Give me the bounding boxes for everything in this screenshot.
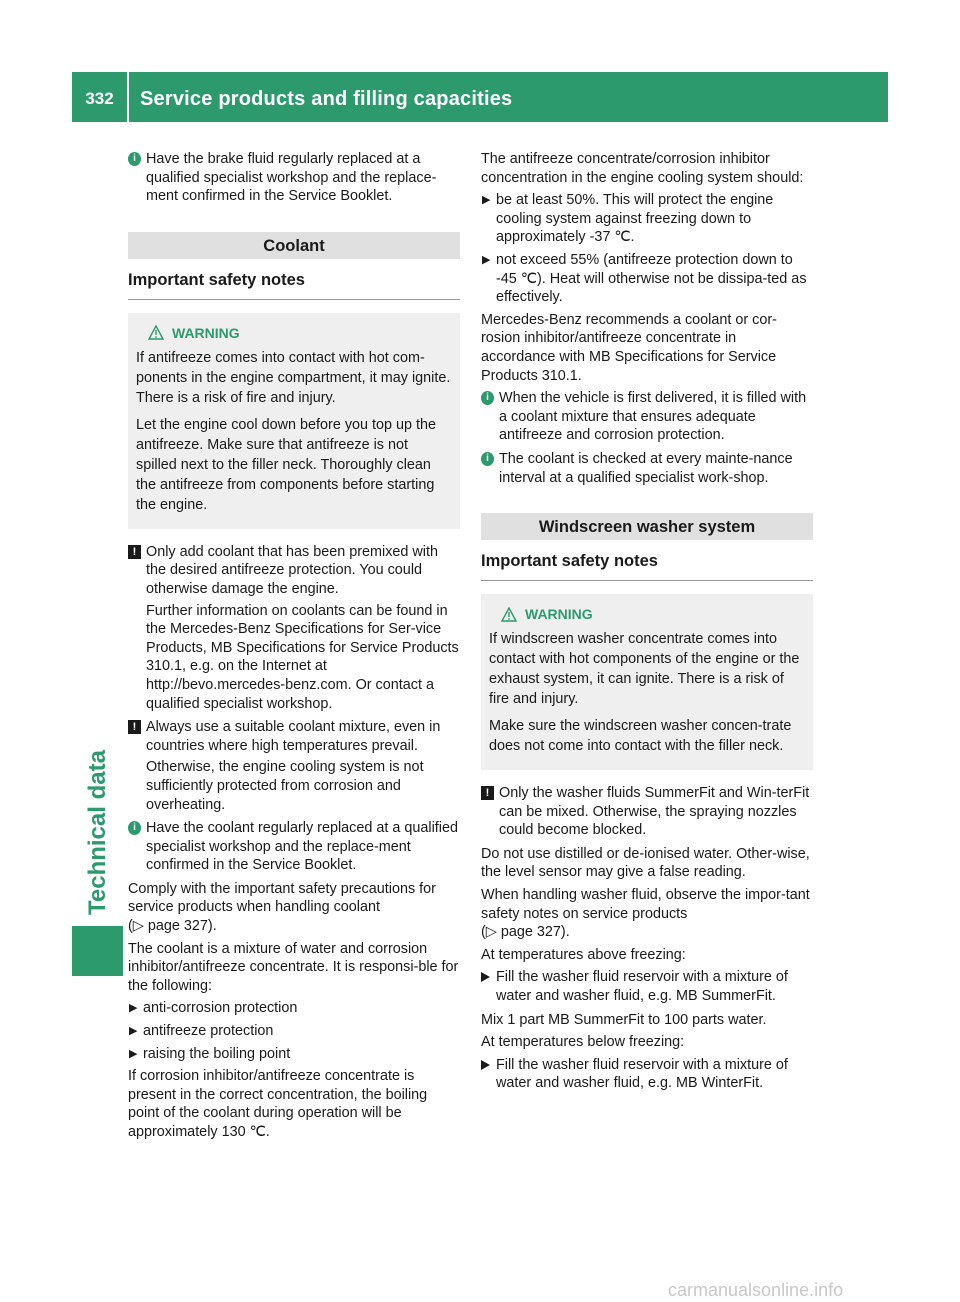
bullet-icon: ▶ bbox=[129, 1025, 138, 1038]
side-tab-label: Technical data bbox=[84, 750, 111, 915]
exclamation-icon: ! bbox=[481, 786, 494, 800]
warning-triangle-icon bbox=[501, 607, 517, 622]
list-item: ▶ anti-corrosion protection bbox=[129, 1000, 298, 1017]
bullet-icon: ▶ bbox=[482, 253, 491, 266]
page-title: Service products and filling capacities bbox=[140, 88, 513, 110]
list-item: ▶ raising the boiling point bbox=[129, 1045, 291, 1062]
left-column bbox=[128, 150, 460, 1146]
body-text: When handling washer fluid, observe the impor-tant safety notes on service products (▷ page 327). bbox=[481, 887, 810, 941]
section-title-washer: Windscreen washer system bbox=[481, 513, 813, 540]
body-text: At temperatures above freezing: bbox=[481, 946, 686, 963]
body-text: Do not use distilled or de-ionised water. Other-wise, the level sensor may give a false reading. bbox=[481, 845, 810, 881]
bullet-list bbox=[481, 191, 813, 307]
section-title-coolant: Coolant bbox=[128, 232, 460, 259]
bullet-icon: ▶ bbox=[129, 1047, 138, 1060]
list-item: ▶ be at least 50%. This will protect the engine cooling system against freezing down to approximately -37 ℃. bbox=[482, 192, 774, 246]
body-text: At temperatures below freezing: bbox=[481, 1034, 685, 1051]
warning-title: WARNING bbox=[501, 606, 805, 622]
instruction-step: Fill the washer fluid reservoir with a mixture of water and washer fluid, e.g. MB WinterFit. bbox=[481, 1056, 813, 1093]
page-header bbox=[72, 72, 888, 122]
step-arrow-icon bbox=[481, 972, 490, 982]
notice-note: ! Only add coolant that has been premixed with the desired antifreeze protection. You could otherwise damage the engine. Further information on coolants can be found in the Mercedes-Benz Specifications for Ser-vice Products, MB Specifications for Service Products 310.1, e.g. on the Internet at http://bevo.mercedes-benz.com. Or contact a qualified specialist workshop. bbox=[128, 543, 460, 713]
page-ref-arrow-icon: ▷ bbox=[485, 924, 497, 941]
warning-text: Let the engine cool down before you top up the antifreeze. Make sure that antifreeze is not spilled next to the filler neck. Thoroughly clean the antifreeze from components before starting the engine. bbox=[136, 416, 437, 513]
side-tab-marker bbox=[72, 926, 123, 976]
body-text: Comply with the important safety precautions for service products when handling coolant (▷ page 327). bbox=[128, 880, 436, 935]
warning-title: WARNING bbox=[148, 325, 452, 341]
body-text: If corrosion inhibitor/antifreeze concentrate is present in the correct concentration, the boiling point of the coolant during operation will be approximately 130 ℃. bbox=[128, 1068, 428, 1140]
info-icon: i bbox=[128, 821, 141, 835]
list-item: ▶ not exceed 55% (antifreeze protection down to -45 ℃). Heat will otherwise not be dissipa-ted as effectively. bbox=[482, 251, 807, 306]
exclamation-icon: ! bbox=[128, 720, 141, 734]
body-text: Mercedes-Benz recommends a coolant or cor-rosion inhibitor/antifreeze concentrate in accordance with MB Specifications for Service Products 310.1. bbox=[481, 311, 777, 384]
page-reference[interactable]: page 327). bbox=[147, 918, 217, 935]
bullet-icon: ▶ bbox=[482, 194, 491, 207]
exclamation-icon: ! bbox=[128, 545, 141, 559]
right-column bbox=[481, 150, 813, 1098]
warning-triangle-icon bbox=[148, 325, 164, 340]
body-text: The coolant is a mixture of water and corrosion inhibitor/antifreeze concentrate. It is responsi-ble for the following: bbox=[128, 940, 459, 994]
notice-note: ! Only the washer fluids SummerFit and Win-terFit can be mixed. Otherwise, the spraying nozzles could become blocked. bbox=[481, 784, 813, 840]
info-note: i Have the coolant regularly replaced at a qualified specialist workshop and the replace-ment confirmed in the Service Booklet. bbox=[128, 819, 460, 875]
header-divider bbox=[127, 72, 129, 122]
warning-text: If windscreen washer concentrate comes into contact with hot components of the engine or the exhaust system, it can ignite. There is a risk of fire and injury. bbox=[489, 631, 800, 708]
instruction-step: Fill the washer fluid reservoir with a mixture of water and washer fluid, e.g. MB SummerFit. bbox=[481, 968, 813, 1005]
warning-text: If antifreeze comes into contact with hot com-ponents in the engine compartment, it may ignite. There is a risk of fire and injury. bbox=[136, 349, 451, 406]
body-text: The antifreeze concentrate/corrosion inhibitor concentration in the engine cooling system should: bbox=[481, 151, 804, 186]
notice-note: ! Always use a suitable coolant mixture, even in countries where high temperatures prevail. Otherwise, the engine cooling system is not sufficiently protected from corrosion and overheating. bbox=[128, 718, 460, 814]
info-note: i Have the brake fluid regularly replaced at a qualified specialist workshop and the replace-ment confirmed in the Service Booklet. bbox=[128, 150, 460, 206]
info-icon: i bbox=[481, 452, 494, 466]
warning-box bbox=[128, 313, 460, 529]
step-arrow-icon bbox=[481, 1060, 490, 1070]
watermark: carmanualsonline.info bbox=[668, 1280, 844, 1300]
body-text: Mix 1 part MB SummerFit to 100 parts water. bbox=[481, 1011, 767, 1028]
info-icon: i bbox=[128, 152, 141, 166]
info-note: i When the vehicle is first delivered, it is filled with a coolant mixture that ensures adequate antifreeze and corrosion protection. bbox=[481, 389, 813, 445]
bullet-icon: ▶ bbox=[129, 1002, 138, 1015]
list-item: ▶ antifreeze protection bbox=[129, 1023, 274, 1040]
info-note: i The coolant is checked at every mainte-nance interval at a qualified specialist work-shop. bbox=[481, 450, 813, 487]
info-icon: i bbox=[481, 391, 494, 405]
bullet-list bbox=[128, 999, 460, 1063]
warning-text: Make sure the windscreen washer concen-trate does not come into contact with the filler neck. bbox=[489, 718, 792, 755]
subheading-safety-notes: Important safety notes bbox=[481, 552, 813, 581]
page-ref-arrow-icon: ▷ bbox=[132, 918, 144, 935]
page-reference[interactable]: page 327). bbox=[500, 924, 570, 941]
warning-box bbox=[481, 594, 813, 770]
subheading-safety-notes: Important safety notes bbox=[128, 271, 460, 300]
page-number: 332 bbox=[85, 89, 114, 108]
